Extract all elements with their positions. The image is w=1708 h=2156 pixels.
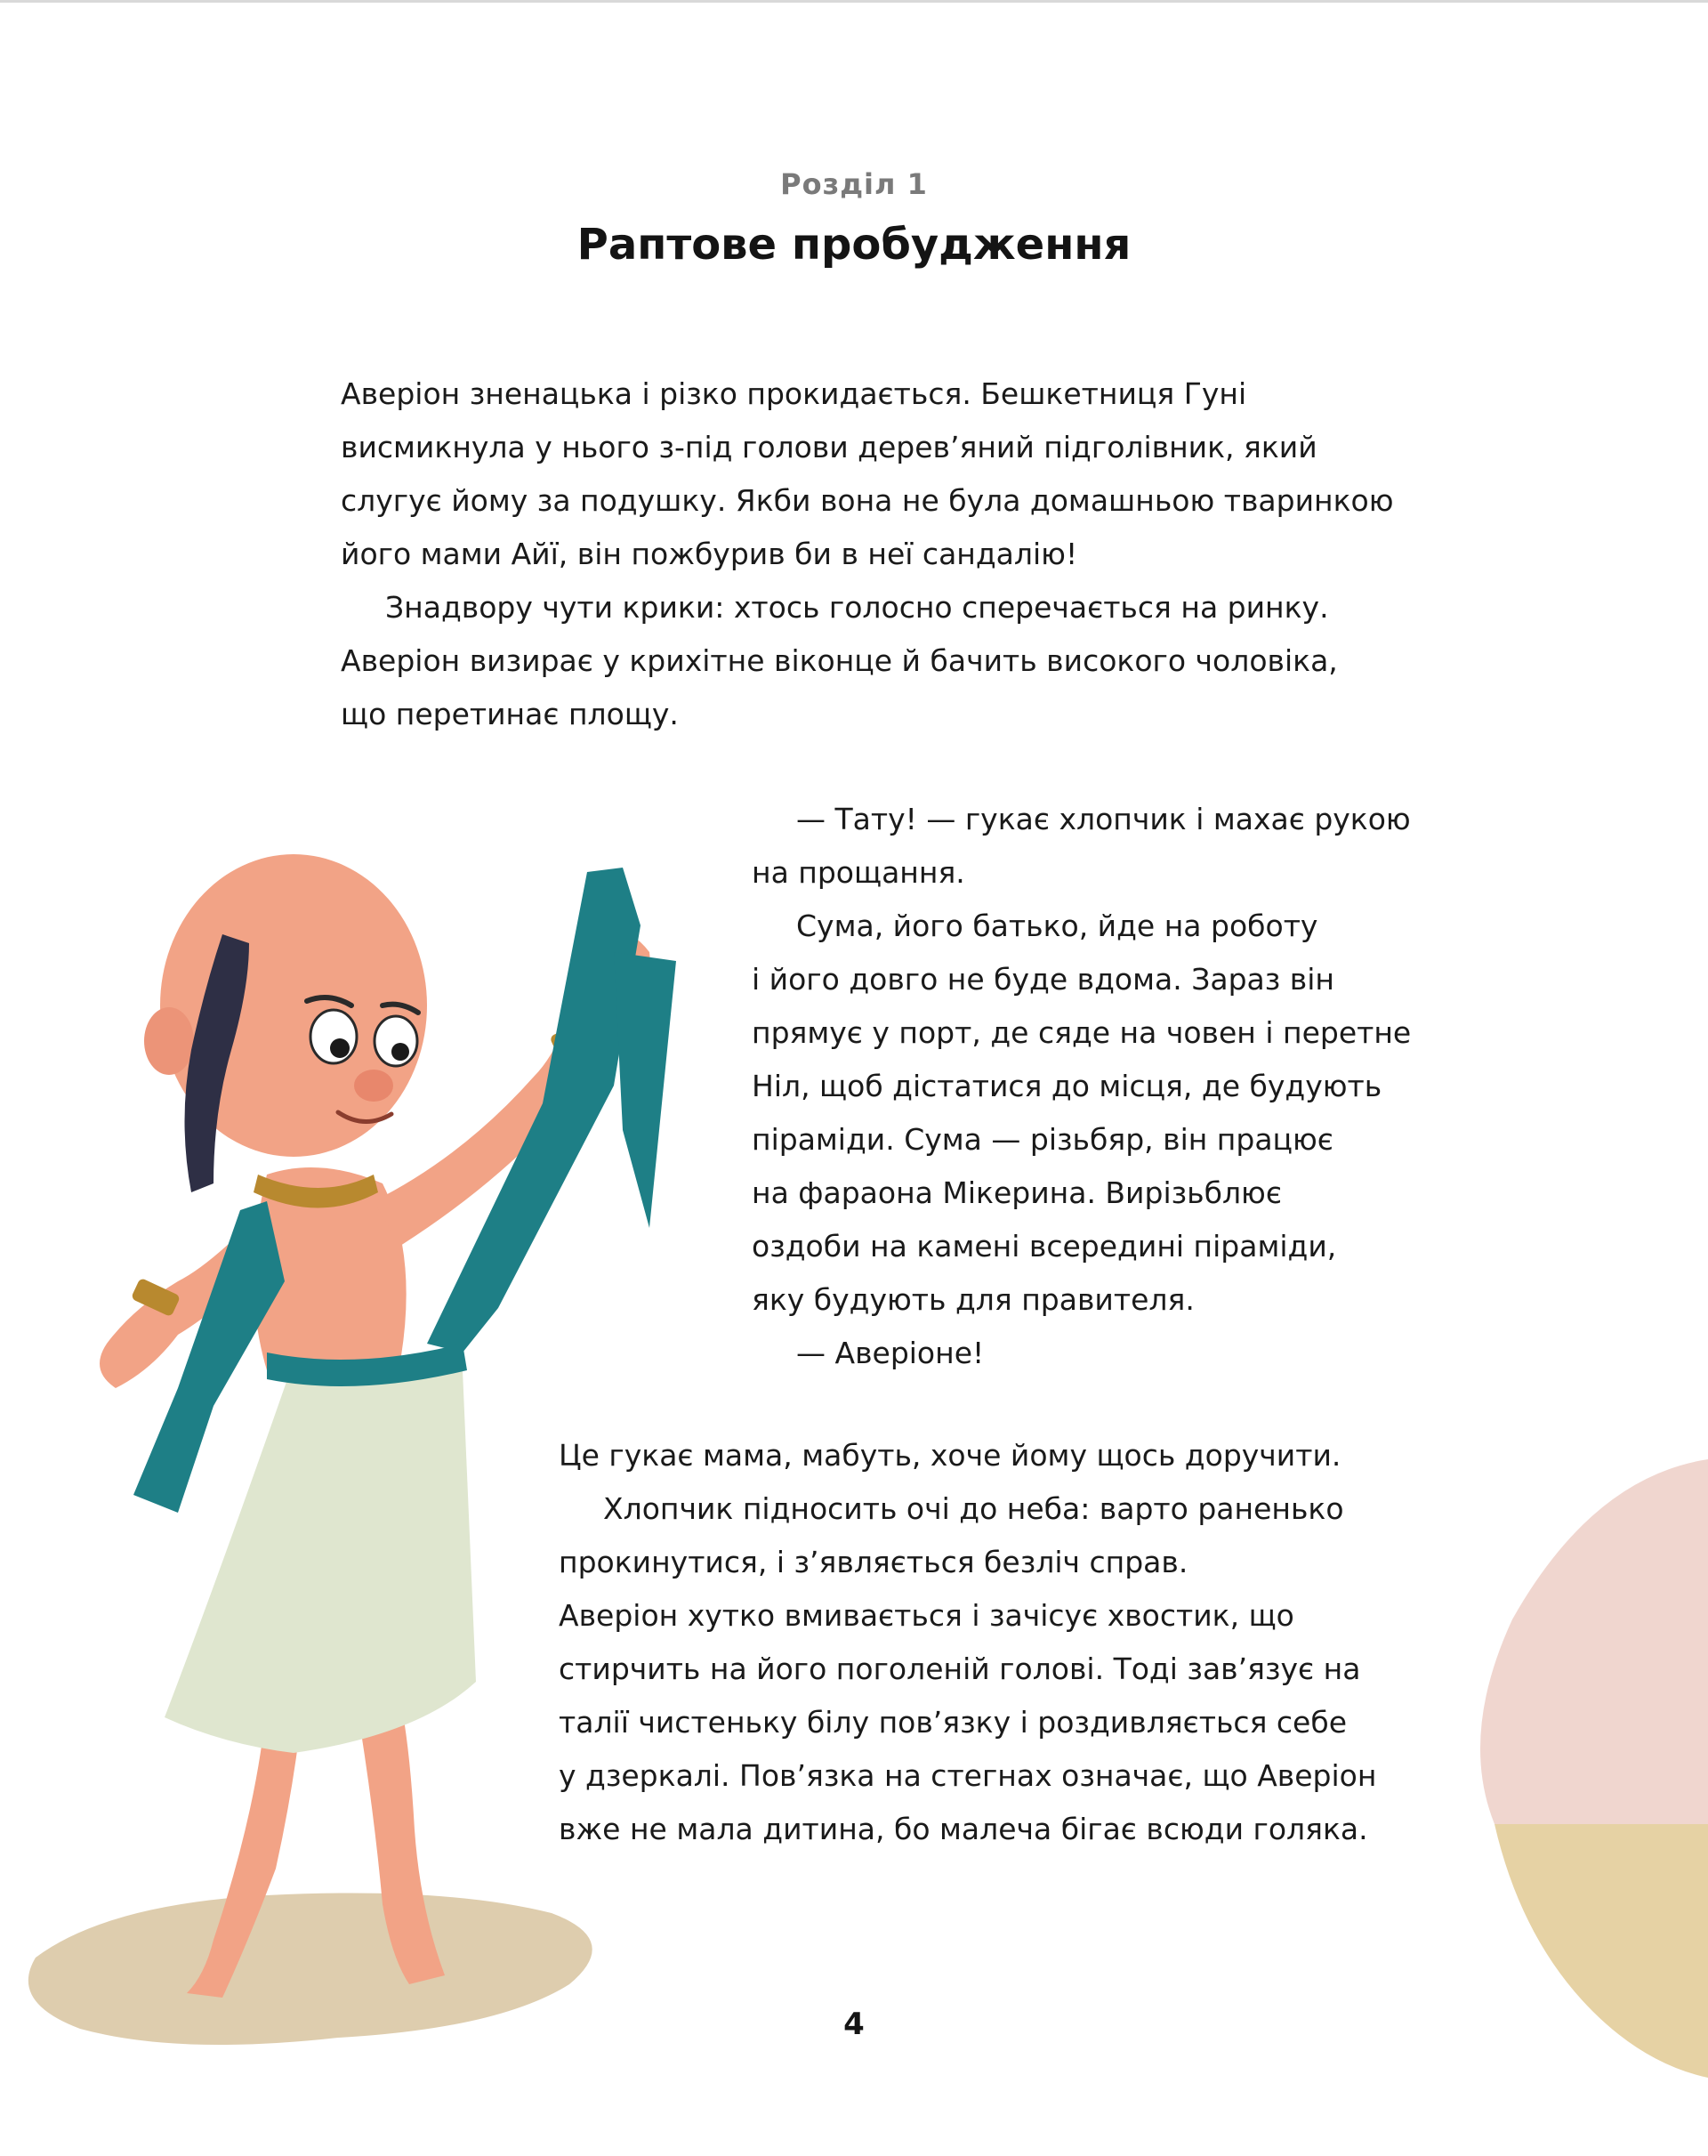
chapter-label: Розділ 1 [780, 167, 928, 201]
page-number: 4 [843, 2007, 865, 2042]
text-line: на прощання. [752, 855, 965, 890]
text-line: Аверіон визирає у крихітне віконце й бачить високого чоловіка, [341, 643, 1338, 678]
text-line: і його довго не буде вдома. Зараз він [752, 962, 1334, 997]
boy-loincloth [165, 1361, 476, 1753]
text-line: Аверіон хутко вмивається і зачісує хвостик, що [559, 1598, 1294, 1633]
text-line: що перетинає площу. [341, 697, 679, 731]
boy-ear [144, 1007, 194, 1075]
paragraph-block-father [752, 793, 1463, 1380]
boy-sash-tail [614, 952, 676, 1228]
text-line: Ніл, щоб дістатися до місця, де будують [752, 1069, 1382, 1103]
text-line: — Аверіоне! [796, 1336, 985, 1370]
text-line: стирчить на його поголеній голові. Тоді зав’язує на [559, 1651, 1361, 1686]
rock-edge-shape [1459, 1441, 1708, 2082]
boy-pupil-right [391, 1043, 409, 1061]
text-line: — Тату! — гукає хлопчик і махає рукою [796, 802, 1411, 836]
text-line: оздоби на камені всередині піраміди, [752, 1229, 1337, 1264]
text-line: його мами Айї, він пожбурив би в неї сандалію! [341, 537, 1078, 571]
boy-nose [354, 1070, 393, 1102]
text-line: талії чистеньку білу пов’язку і роздивляється себе [559, 1705, 1348, 1740]
text-line: яку будують для правителя. [752, 1282, 1195, 1317]
text-line: на фараона Мікерина. Вирізьблює [752, 1175, 1282, 1210]
text-line: висмикнула у нього з-під голови дерев’яний підголівник, який [341, 430, 1317, 464]
paragraph-block-intro [341, 367, 1444, 741]
text-line: слугує йому за подушку. Якби вона не була домашньою тваринкою [341, 483, 1394, 518]
text-line: вже не мала дитина, бо малеча бігає всюди голяка. [559, 1812, 1368, 1846]
chapter-title: Раптове пробудження [576, 220, 1132, 270]
rock-shape [1480, 1459, 1708, 1824]
text-line: Сума, його батько, йде на роботу [796, 908, 1318, 943]
text-line: прямує у порт, де сяде на човен і перетне [752, 1015, 1412, 1050]
text-line: прокинутися, і з’являється безліч справ. [559, 1545, 1188, 1579]
text-line: у дзеркалі. Пов’язка на стегнах означає, що Аверіон [559, 1758, 1377, 1793]
boy-illustration [0, 783, 747, 2082]
text-line: Знадвору чути крики: хтось голосно сперечається на ринку. [385, 590, 1329, 625]
page-top-rule [0, 0, 1708, 3]
text-line: Хлопчик підносить очі до неба: варто раненько [603, 1491, 1344, 1526]
boy-pupil-left [330, 1038, 350, 1058]
text-line: Аверіон зненацька і різко прокидається. Бешкетниця Гуні [341, 376, 1247, 411]
text-line: піраміди. Сума — різьбяр, він працює [752, 1122, 1333, 1157]
text-line: Це гукає мама, мабуть, хоче йому щось доручити. [559, 1438, 1341, 1473]
